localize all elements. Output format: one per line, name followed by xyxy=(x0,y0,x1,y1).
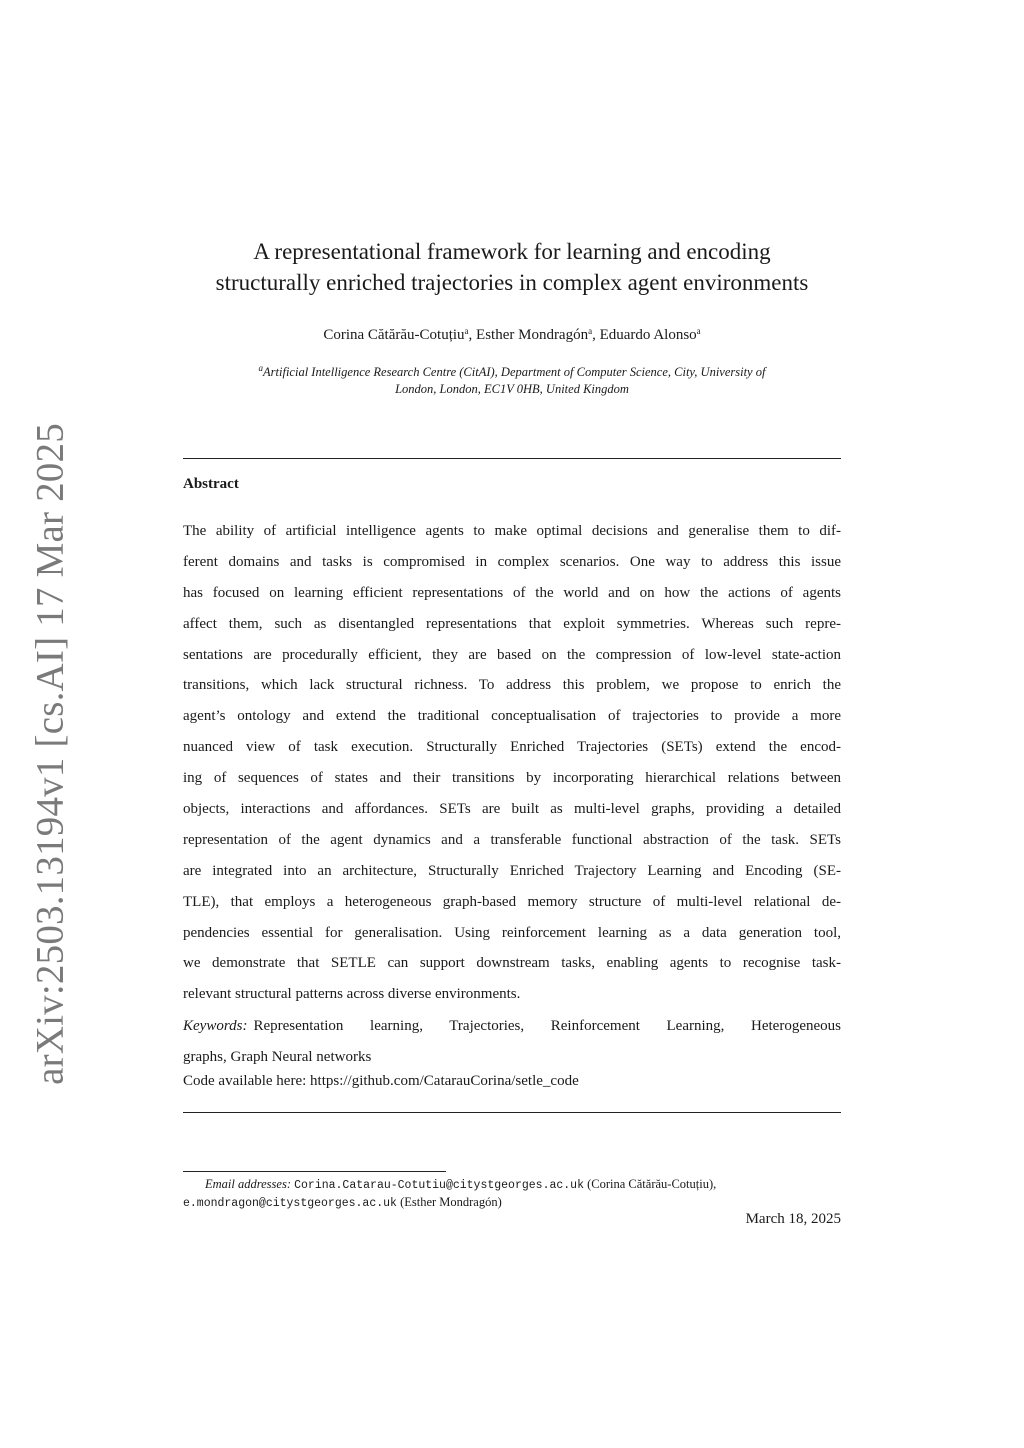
author-3-affil: a xyxy=(696,326,701,336)
author-1: Corina Cătărău-Cotuțiu xyxy=(323,327,465,343)
author-list: Corina Cătărău-Cotuțiu$^a$, Esther Mondragón$^a$, Eduardo Alonso$^a$ xyxy=(323,326,701,343)
abstract-line: nuanced view of task execution. Structurally Enriched Trajectories (SETs) extend the encod- xyxy=(183,739,841,756)
author-1-affil: a xyxy=(464,326,469,336)
abstract-line: sentations are procedurally efficient, they are based on the compression of low-level state-action xyxy=(183,646,841,663)
abstract-line: relevant structural patterns across diverse environments. xyxy=(183,986,521,1003)
footnote-rule xyxy=(183,1171,446,1172)
keywords-line-2: graphs, Graph Neural networks xyxy=(183,1048,372,1065)
email-link-2[interactable]: e.mondragon@citystgeorges.ac.uk xyxy=(183,1197,397,1210)
abstract-heading: Abstract xyxy=(183,476,239,492)
footnote-label: Email addresses: xyxy=(205,1177,291,1191)
email-owner-1: (Corina Cătărău-Cotuțiu), xyxy=(587,1177,717,1191)
abstract-line: affect them, such as disentangled representations that exploit symmetries. Whereas such repre- xyxy=(183,615,841,632)
keywords xyxy=(183,1011,841,1072)
affiliation-line-1: Artificial Intelligence Research Centre (CitAI), Department of Computer Science, City, University of xyxy=(263,365,766,379)
abstract-text xyxy=(183,516,841,1010)
abstract-line: ing of sequences of states and their transitions by incorporating hierarchical relations between xyxy=(183,770,841,787)
abstract-line: transitions, which lack structural richness. To address this problem, we propose to enrich the xyxy=(183,677,841,694)
email-owner-2: (Esther Mondragón) xyxy=(400,1195,502,1209)
abstract-line: we demonstrate that SETLE can support downstream tasks, enabling agents to recognise task- xyxy=(183,955,841,972)
abstract-line: The ability of artificial intelligence agents to make optimal decisions and generalise them to dif- xyxy=(183,523,841,539)
abstract-line: objects, interactions and affordances. SETs are built as multi-level graphs, providing a detailed xyxy=(183,801,841,818)
keywords-label: Keywords: xyxy=(183,1018,248,1034)
footnote xyxy=(183,1176,841,1212)
author-2: Esther Mondragón xyxy=(476,327,589,343)
abstract-top-rule xyxy=(183,458,841,459)
arxiv-identifier: arXiv:2503.13194v1 [cs.AI] 17 Mar 2025 xyxy=(28,423,72,1085)
email-link-1[interactable]: Corina.Catarau-Cotutiu@citystgeorges.ac.uk xyxy=(294,1179,584,1192)
abstract-line: are integrated into an architecture, Structurally Enriched Trajectory Learning and Encoding (SE- xyxy=(183,862,841,879)
affiliation-marker: a xyxy=(258,363,264,373)
affiliation-line-2: London, London, EC1V 0HB, United Kingdom xyxy=(395,382,629,396)
abstract-line: TLE), that employs a heterogeneous graph-based memory structure of multi-level relational de- xyxy=(183,893,841,910)
code-availability xyxy=(183,1073,579,1090)
preprint-date: March 18, 2025 xyxy=(745,1211,841,1227)
abstract-line: representation of the agent dynamics and a transferable functional abstraction of the task. SETs xyxy=(183,831,841,848)
abstract-line: ferent domains and tasks is compromised in complex scenarios. One way to address this issue xyxy=(183,553,841,570)
code-link[interactable]: https://github.com/CatarauCorina/setle_code xyxy=(310,1073,579,1089)
title-line-1: A representational framework for learning and encoding xyxy=(253,239,771,264)
abstract-line: has focused on learning efficient representations of the world and on how the actions of agents xyxy=(183,584,841,601)
keywords-line-1: Representation learning, Trajectories, Reinforcement Learning, Heterogeneous xyxy=(253,1018,841,1034)
abstract-bottom-rule xyxy=(183,1112,841,1113)
author-3: Eduardo Alonso xyxy=(599,327,697,343)
abstract-line: pendencies essential for generalisation. Using reinforcement learning as a data generation tool, xyxy=(183,924,841,941)
author-2-affil: a xyxy=(588,326,593,336)
abstract-line: agent’s ontology and extend the traditional conceptualisation of trajectories to provide a more xyxy=(183,708,841,725)
title-line-2: structurally enriched trajectories in complex agent environments xyxy=(215,270,809,295)
code-label: Code available here: xyxy=(183,1073,307,1089)
affiliation xyxy=(160,364,864,398)
paper-title xyxy=(150,236,874,298)
